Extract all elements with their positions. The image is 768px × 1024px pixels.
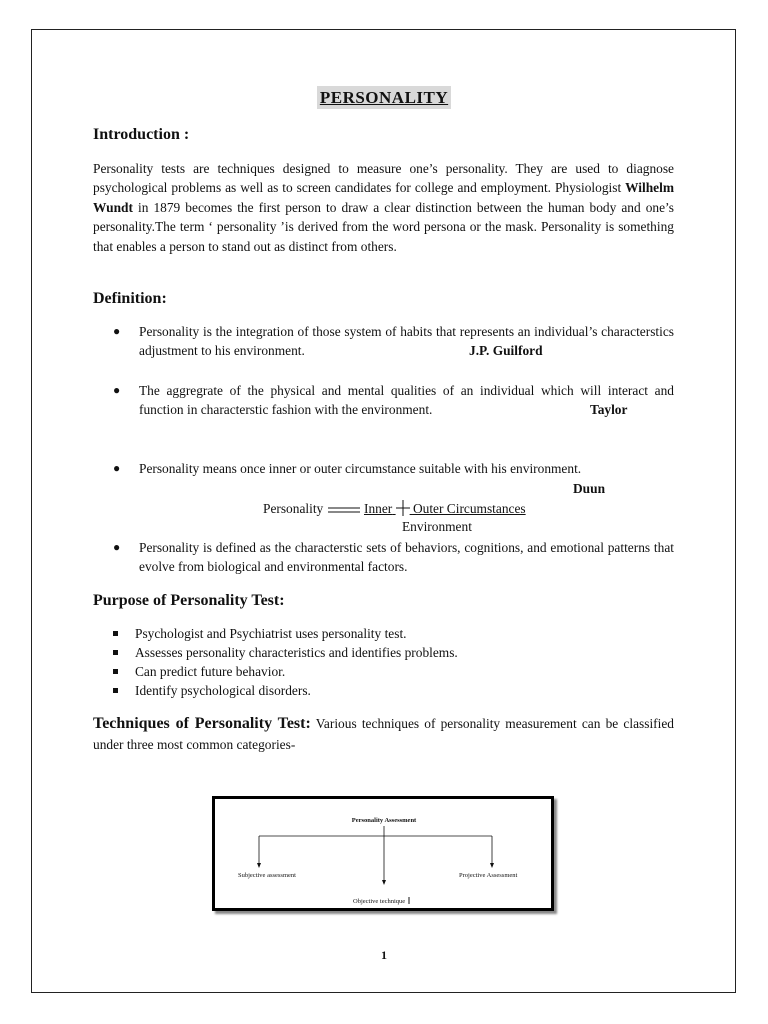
definition-heading: Definition: xyxy=(93,290,167,307)
definition-item-3 xyxy=(113,459,674,496)
bullet-icon: ● xyxy=(113,383,121,397)
diagram-root-label: Personality Assessment xyxy=(351,817,417,824)
plus-sign-icon xyxy=(396,500,410,516)
diagram-center-label: Objective technique xyxy=(353,898,406,905)
bullet-icon: ● xyxy=(113,540,121,554)
square-bullet-icon xyxy=(113,650,118,655)
page-title-text: PERSONALITY xyxy=(317,86,451,109)
diagram-right-label: Projective Assessment xyxy=(459,872,518,879)
personality-formula xyxy=(263,500,526,517)
techniques-heading: Techniques of Personality Test: xyxy=(93,715,311,732)
introduction-heading: Introduction : xyxy=(93,126,190,143)
definition-text-2: The aggregrate of the physical and mental qualities of an individual which will interact and function in characterstic fashion with the environment. xyxy=(139,383,674,418)
page-title xyxy=(0,88,768,108)
intro-text-before: Personality tests are techniques designed to measure one’s personality. They are used to diagnose psychological problems as well as to screen candidates for college and employment. Physiologist xyxy=(93,161,674,196)
definition-author-2: Taylor xyxy=(590,402,628,417)
purpose-heading: Purpose of Personality Test: xyxy=(93,592,285,609)
purpose-item: Assesses personality characteristics and identifies problems. xyxy=(113,643,458,662)
definition-item-2 xyxy=(113,381,674,420)
definition-text-4: Personality is defined as the characterstic sets of behaviors, cognitions, and emotional patterns that evolve from biological and environmental factors. xyxy=(139,540,674,575)
personality-assessment-diagram xyxy=(212,796,554,911)
page-number: 1 xyxy=(381,948,387,962)
purpose-item: Can predict future behavior. xyxy=(113,662,285,681)
definition-author-1: J.P. Guilford xyxy=(469,343,543,358)
techniques-paragraph xyxy=(93,713,674,755)
definition-text-3: Personality means once inner or outer circumstance suitable with his environment. xyxy=(139,461,582,476)
definition-item-1 xyxy=(113,322,674,361)
introduction-paragraph xyxy=(93,159,674,256)
formula-denominator: Environment xyxy=(402,519,472,534)
square-bullet-icon xyxy=(113,669,118,674)
formula-numerator xyxy=(364,501,526,516)
intro-text-after: in 1879 becomes the first person to draw a clear distinction between the human body and one’s personality.The term ‘ personality ’is derived from the word persona or the mask. Personality is something that enables a person to stand out as distinct from others. xyxy=(93,199,674,254)
definition-text-1: Personality is the integration of those system of habits that represents an individual’s characterstics adjustment to his environment. xyxy=(139,324,674,359)
definition-author-3: Duun xyxy=(573,481,606,496)
equals-sign-icon xyxy=(327,504,361,516)
diagram-left-label: Subjective assessment xyxy=(238,872,296,879)
square-bullet-icon xyxy=(113,688,118,693)
formula-lhs: Personality xyxy=(263,501,324,516)
techniques-text: Various techniques of personality measurement can be classified under three most common categories- xyxy=(93,716,674,752)
purpose-item: Psychologist and Psychiatrist uses personality test. xyxy=(113,624,407,643)
bullet-icon: ● xyxy=(113,324,121,338)
square-bullet-icon xyxy=(113,631,118,636)
definition-item-4 xyxy=(113,538,674,577)
intro-bold-name: Wilhelm Wundt xyxy=(93,180,674,215)
formula-inner: Inner xyxy=(363,501,393,516)
diagram-connectors xyxy=(215,799,551,908)
formula-outer: Outer Circumstances xyxy=(412,501,526,516)
bullet-icon: ● xyxy=(113,461,121,475)
purpose-item: Identify psychological disorders. xyxy=(113,681,311,700)
